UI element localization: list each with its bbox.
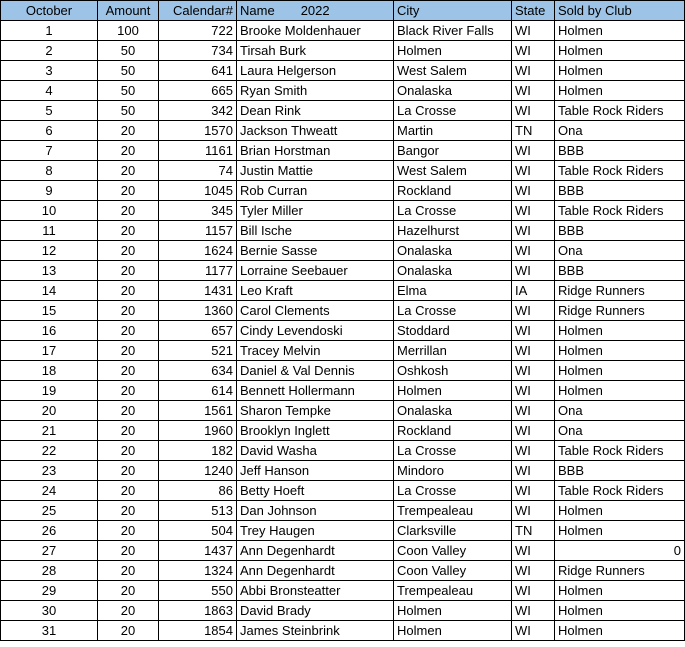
cell-city: Holmen [394, 601, 512, 621]
table-row [1, 441, 685, 461]
cell-state: IA [512, 281, 555, 301]
header-calendar: Calendar# [159, 1, 237, 21]
cell-amount: 20 [98, 401, 159, 421]
header-name [237, 1, 394, 21]
cell-day: 11 [1, 221, 98, 241]
cell-city: Holmen [394, 381, 512, 401]
cell-day: 13 [1, 261, 98, 281]
cell-club: Holmen [555, 81, 685, 101]
cell-day: 22 [1, 441, 98, 461]
cell-name: Ann Degenhardt [237, 561, 394, 581]
cell-calendar: 1045 [159, 181, 237, 201]
cell-club: Ona [555, 401, 685, 421]
cell-state: WI [512, 381, 555, 401]
table-row [1, 361, 685, 381]
cell-city: Rockland [394, 181, 512, 201]
cell-city: Trempealeau [394, 501, 512, 521]
cell-state: WI [512, 61, 555, 81]
cell-calendar: 521 [159, 341, 237, 361]
cell-club: Ridge Runners [555, 301, 685, 321]
cell-club: Holmen [555, 41, 685, 61]
cell-name: Brooke Moldenhauer [237, 21, 394, 41]
cell-amount: 20 [98, 261, 159, 281]
cell-name: David Brady [237, 601, 394, 621]
cell-calendar: 1570 [159, 121, 237, 141]
cell-city: Coon Valley [394, 541, 512, 561]
cell-city: Onalaska [394, 241, 512, 261]
table-row [1, 341, 685, 361]
cell-city: Stoddard [394, 321, 512, 341]
cell-state: WI [512, 261, 555, 281]
cell-name: David Washa [237, 441, 394, 461]
cell-state: WI [512, 101, 555, 121]
cell-calendar: 513 [159, 501, 237, 521]
cell-state: WI [512, 141, 555, 161]
cell-name: Carol Clements [237, 301, 394, 321]
table-row [1, 561, 685, 581]
cell-day: 21 [1, 421, 98, 441]
table-row [1, 601, 685, 621]
cell-calendar: 1240 [159, 461, 237, 481]
table-row [1, 221, 685, 241]
table-row [1, 261, 685, 281]
cell-state: WI [512, 201, 555, 221]
cell-name: Bill Ische [237, 221, 394, 241]
cell-calendar: 1177 [159, 261, 237, 281]
cell-city: Merrillan [394, 341, 512, 361]
cell-day: 24 [1, 481, 98, 501]
cell-calendar: 1561 [159, 401, 237, 421]
cell-calendar: 74 [159, 161, 237, 181]
cell-name: Brooklyn Inglett [237, 421, 394, 441]
cell-amount: 20 [98, 461, 159, 481]
cell-amount: 20 [98, 241, 159, 261]
cell-club: Holmen [555, 321, 685, 341]
cell-calendar: 1360 [159, 301, 237, 321]
cell-club: Holmen [555, 341, 685, 361]
header-row [1, 1, 685, 21]
cell-calendar: 734 [159, 41, 237, 61]
cell-day: 17 [1, 341, 98, 361]
cell-amount: 20 [98, 481, 159, 501]
cell-amount: 20 [98, 601, 159, 621]
cell-state: WI [512, 241, 555, 261]
cell-state: WI [512, 501, 555, 521]
cell-city: La Crosse [394, 201, 512, 221]
cell-calendar: 665 [159, 81, 237, 101]
cell-calendar: 641 [159, 61, 237, 81]
cell-city: La Crosse [394, 101, 512, 121]
cell-state: WI [512, 421, 555, 441]
table-row [1, 381, 685, 401]
cell-club: Holmen [555, 581, 685, 601]
cell-day: 28 [1, 561, 98, 581]
cell-amount: 50 [98, 81, 159, 101]
cell-name: Rob Curran [237, 181, 394, 201]
cell-day: 4 [1, 81, 98, 101]
cell-day: 15 [1, 301, 98, 321]
cell-amount: 20 [98, 581, 159, 601]
cell-club: Holmen [555, 61, 685, 81]
table-row [1, 501, 685, 521]
cell-club: Table Rock Riders [555, 101, 685, 121]
cell-calendar: 86 [159, 481, 237, 501]
cell-state: TN [512, 521, 555, 541]
cell-day: 25 [1, 501, 98, 521]
cell-city: West Salem [394, 61, 512, 81]
cell-city: Onalaska [394, 81, 512, 101]
cell-state: WI [512, 441, 555, 461]
cell-name: Laura Helgerson [237, 61, 394, 81]
cell-city: Elma [394, 281, 512, 301]
cell-calendar: 345 [159, 201, 237, 221]
cell-state: WI [512, 601, 555, 621]
cell-day: 30 [1, 601, 98, 621]
cell-name: Leo Kraft [237, 281, 394, 301]
cell-club: Holmen [555, 361, 685, 381]
cell-amount: 20 [98, 201, 159, 221]
cell-amount: 20 [98, 121, 159, 141]
table-body [1, 21, 685, 641]
cell-day: 26 [1, 521, 98, 541]
table-row [1, 181, 685, 201]
table-row [1, 281, 685, 301]
cell-amount: 20 [98, 361, 159, 381]
table-row [1, 121, 685, 141]
cell-day: 9 [1, 181, 98, 201]
table-row [1, 41, 685, 61]
cell-club: BBB [555, 141, 685, 161]
cell-amount: 20 [98, 541, 159, 561]
cell-state: WI [512, 301, 555, 321]
cell-amount: 20 [98, 301, 159, 321]
cell-calendar: 1431 [159, 281, 237, 301]
cell-calendar: 1157 [159, 221, 237, 241]
cell-name: Cindy Levendoski [237, 321, 394, 341]
cell-state: WI [512, 621, 555, 641]
cell-amount: 20 [98, 421, 159, 441]
cell-club: BBB [555, 221, 685, 241]
cell-name: Daniel & Val Dennis [237, 361, 394, 381]
cell-amount: 20 [98, 521, 159, 541]
cell-amount: 20 [98, 621, 159, 641]
cell-name: Sharon Tempke [237, 401, 394, 421]
cell-city: Holmen [394, 41, 512, 61]
cell-amount: 20 [98, 141, 159, 161]
cell-state: WI [512, 581, 555, 601]
cell-calendar: 342 [159, 101, 237, 121]
cell-state: WI [512, 321, 555, 341]
cell-amount: 100 [98, 21, 159, 41]
table-row [1, 421, 685, 441]
cell-calendar: 1863 [159, 601, 237, 621]
cell-state: WI [512, 161, 555, 181]
cell-club: Holmen [555, 601, 685, 621]
cell-day: 12 [1, 241, 98, 261]
cell-state: TN [512, 121, 555, 141]
cell-name: Dean Rink [237, 101, 394, 121]
header-club: Sold by Club [555, 1, 685, 21]
cell-amount: 20 [98, 181, 159, 201]
cell-name: Brian Horstman [237, 141, 394, 161]
cell-day: 29 [1, 581, 98, 601]
cell-calendar: 1324 [159, 561, 237, 581]
cell-day: 3 [1, 61, 98, 81]
cell-name: Trey Haugen [237, 521, 394, 541]
cell-name: Ann Degenhardt [237, 541, 394, 561]
table-row [1, 81, 685, 101]
cell-club: Table Rock Riders [555, 161, 685, 181]
cell-name: Bennett Hollermann [237, 381, 394, 401]
cell-club: 0 [555, 541, 685, 561]
cell-calendar: 1437 [159, 541, 237, 561]
cell-city: Oshkosh [394, 361, 512, 381]
cell-day: 10 [1, 201, 98, 221]
cell-name: Bernie Sasse [237, 241, 394, 261]
cell-state: WI [512, 221, 555, 241]
cell-name: Jeff Hanson [237, 461, 394, 481]
cell-city: Bangor [394, 141, 512, 161]
cell-day: 23 [1, 461, 98, 481]
cell-amount: 20 [98, 501, 159, 521]
table-row [1, 101, 685, 121]
cell-amount: 20 [98, 161, 159, 181]
cell-calendar: 657 [159, 321, 237, 341]
cell-state: WI [512, 21, 555, 41]
cell-calendar: 1854 [159, 621, 237, 641]
cell-city: West Salem [394, 161, 512, 181]
cell-day: 7 [1, 141, 98, 161]
cell-city: Clarksville [394, 521, 512, 541]
cell-calendar: 504 [159, 521, 237, 541]
cell-name: Betty Hoeft [237, 481, 394, 501]
cell-name: Tyler Miller [237, 201, 394, 221]
header-name-label: Name [240, 3, 275, 18]
cell-city: La Crosse [394, 301, 512, 321]
cell-city: Martin [394, 121, 512, 141]
cell-day: 8 [1, 161, 98, 181]
cell-club: BBB [555, 181, 685, 201]
cell-state: WI [512, 81, 555, 101]
table-row [1, 321, 685, 341]
cell-amount: 50 [98, 101, 159, 121]
table-row [1, 401, 685, 421]
cell-name: Tracey Melvin [237, 341, 394, 361]
cell-state: WI [512, 401, 555, 421]
cell-amount: 20 [98, 281, 159, 301]
cell-club: Holmen [555, 381, 685, 401]
table-row [1, 201, 685, 221]
table-row [1, 61, 685, 81]
cell-amount: 20 [98, 441, 159, 461]
header-amount: Amount [98, 1, 159, 21]
table-row [1, 581, 685, 601]
cell-club: Ona [555, 241, 685, 261]
cell-city: Mindoro [394, 461, 512, 481]
table-row [1, 481, 685, 501]
cell-name: Abbi Bronsteatter [237, 581, 394, 601]
cell-day: 1 [1, 21, 98, 41]
cell-club: Ona [555, 121, 685, 141]
cell-name: James Steinbrink [237, 621, 394, 641]
table-row [1, 541, 685, 561]
cell-city: Rockland [394, 421, 512, 441]
cell-day: 5 [1, 101, 98, 121]
cell-state: WI [512, 361, 555, 381]
cell-club: Ona [555, 421, 685, 441]
cell-name: Justin Mattie [237, 161, 394, 181]
cell-city: La Crosse [394, 481, 512, 501]
cell-day: 27 [1, 541, 98, 561]
cell-amount: 20 [98, 221, 159, 241]
cell-amount: 20 [98, 321, 159, 341]
cell-name: Tirsah Burk [237, 41, 394, 61]
cell-state: WI [512, 41, 555, 61]
cell-club: Table Rock Riders [555, 441, 685, 461]
cell-day: 14 [1, 281, 98, 301]
cell-city: Trempealeau [394, 581, 512, 601]
cell-day: 6 [1, 121, 98, 141]
cell-calendar: 1161 [159, 141, 237, 161]
cell-state: WI [512, 341, 555, 361]
cell-day: 18 [1, 361, 98, 381]
cell-amount: 20 [98, 381, 159, 401]
cell-calendar: 722 [159, 21, 237, 41]
cell-calendar: 1624 [159, 241, 237, 261]
header-state: State [512, 1, 555, 21]
cell-day: 19 [1, 381, 98, 401]
table-row [1, 21, 685, 41]
table-row [1, 241, 685, 261]
cell-club: Table Rock Riders [555, 201, 685, 221]
cell-amount: 50 [98, 41, 159, 61]
header-city: City [394, 1, 512, 21]
cell-state: WI [512, 461, 555, 481]
header-october: October [1, 1, 98, 21]
cell-state: WI [512, 481, 555, 501]
cell-club: Table Rock Riders [555, 481, 685, 501]
cell-calendar: 634 [159, 361, 237, 381]
header-year: 2022 [300, 3, 330, 18]
table-row [1, 141, 685, 161]
cell-city: Coon Valley [394, 561, 512, 581]
cell-calendar: 550 [159, 581, 237, 601]
cell-name: Ryan Smith [237, 81, 394, 101]
cell-city: Holmen [394, 621, 512, 641]
cell-name: Lorraine Seebauer [237, 261, 394, 281]
cell-calendar: 614 [159, 381, 237, 401]
cell-city: Black River Falls [394, 21, 512, 41]
cell-day: 2 [1, 41, 98, 61]
table-row [1, 301, 685, 321]
cell-club: Holmen [555, 21, 685, 41]
cell-day: 16 [1, 321, 98, 341]
cell-amount: 50 [98, 61, 159, 81]
cell-club: Ridge Runners [555, 281, 685, 301]
cell-city: Onalaska [394, 401, 512, 421]
cell-state: WI [512, 561, 555, 581]
table-row [1, 461, 685, 481]
cell-club: BBB [555, 461, 685, 481]
cell-day: 20 [1, 401, 98, 421]
cell-calendar: 182 [159, 441, 237, 461]
cell-calendar: 1960 [159, 421, 237, 441]
cell-state: WI [512, 181, 555, 201]
cell-city: Onalaska [394, 261, 512, 281]
cell-amount: 20 [98, 561, 159, 581]
cell-city: La Crosse [394, 441, 512, 461]
cell-state: WI [512, 541, 555, 561]
cell-club: Ridge Runners [555, 561, 685, 581]
cell-club: BBB [555, 261, 685, 281]
cell-club: Holmen [555, 621, 685, 641]
table-row [1, 161, 685, 181]
cell-name: Jackson Thweatt [237, 121, 394, 141]
cell-day: 31 [1, 621, 98, 641]
table-row [1, 621, 685, 641]
cell-amount: 20 [98, 341, 159, 361]
cell-club: Holmen [555, 501, 685, 521]
cell-name: Dan Johnson [237, 501, 394, 521]
cell-club: Holmen [555, 521, 685, 541]
table-row [1, 521, 685, 541]
cell-city: Hazelhurst [394, 221, 512, 241]
